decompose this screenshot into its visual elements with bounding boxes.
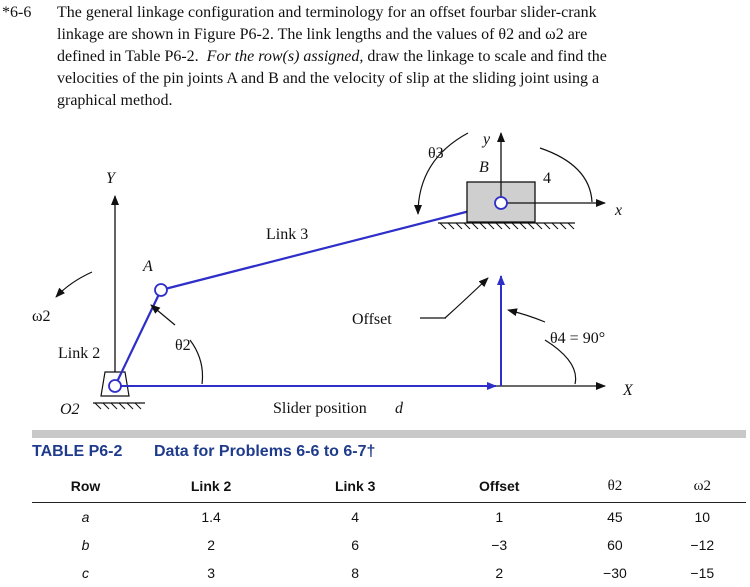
cell-theta2: 45 [607, 509, 623, 525]
offset-leader-left [445, 278, 488, 318]
slider-ground [438, 223, 575, 229]
label-link3: Link 3 [266, 226, 309, 243]
label-y: Y [106, 170, 115, 187]
label-offset: Offset [352, 311, 392, 328]
table-title [32, 441, 746, 465]
cell-row: a [81, 509, 90, 525]
table-header-row [32, 470, 746, 503]
table-top-bar [32, 430, 746, 438]
link-3 [161, 203, 501, 290]
cell-row: b [81, 537, 90, 553]
header-theta2: θ2 [571, 470, 658, 503]
label-theta3: θ3 [428, 145, 444, 162]
table-tag: TABLE P6-2 [32, 443, 123, 460]
cell-link2: 1.4 [201, 509, 221, 525]
label-d: d [395, 400, 403, 417]
header-row: Row [32, 470, 139, 503]
problem-line-3b: For the row(s) assigned, [206, 48, 364, 65]
label-x: X [623, 382, 633, 399]
cell-row: c [82, 565, 90, 581]
label-local-x: x [615, 202, 623, 219]
problem-line-1: The general linkage configuration and terminology for an offset fourbar slider-crank [57, 4, 597, 21]
problem-line-2: linkage are shown in Figure P6-2. The link lengths and the values of θ2 and ω2 are [57, 26, 588, 43]
pin-a [155, 284, 167, 296]
cell-offset: 2 [495, 565, 504, 581]
omega2-arrow [56, 272, 92, 297]
label-b: B [479, 159, 489, 176]
problem-line-4: velocities of the pin joints A and B and the velocity of slip at the sliding joint using a [57, 70, 600, 87]
label-theta2: θ2 [175, 337, 191, 354]
cell-link3: 4 [351, 509, 360, 525]
header-omega2: ω2 [659, 470, 746, 503]
label-local-y: y [483, 131, 491, 148]
cell-omega2: −12 [690, 537, 715, 553]
cell-theta2: −30 [603, 565, 627, 581]
cell-link3: 8 [351, 565, 360, 581]
problem-line-3c: draw the linkage to scale and find the [367, 48, 607, 65]
cell-link3: 6 [351, 537, 360, 553]
label-link-4: 4 [543, 170, 551, 187]
label-link2: Link 2 [58, 345, 101, 362]
label-omega2: ω2 [32, 308, 51, 325]
cell-link2: 3 [207, 565, 216, 581]
cell-omega2: −15 [690, 565, 715, 581]
header-offset: Offset [427, 470, 571, 503]
table-row [32, 559, 746, 587]
label-slider-position: Slider position [273, 400, 367, 417]
problem-line-3a: defined in Table P6-2. [57, 48, 199, 65]
offset-leader-right [508, 310, 545, 322]
pin-b [495, 197, 507, 209]
label-theta4: θ4 = 90° [550, 330, 606, 347]
pin-o2 [109, 380, 121, 392]
cell-theta2: 60 [607, 537, 623, 553]
label-o2: O2 [60, 401, 80, 418]
data-table [32, 470, 746, 587]
theta2-arc [190, 340, 203, 384]
label-a: A [143, 258, 153, 275]
header-link2: Link 2 [139, 470, 283, 503]
table-row [32, 531, 746, 559]
link-2 [115, 290, 161, 386]
header-link3: Link 3 [283, 470, 427, 503]
cell-offset: −3 [491, 537, 508, 553]
problem-number: *6-6 [2, 4, 32, 21]
problem-line-5: graphical method. [57, 92, 173, 109]
cell-link2: 2 [207, 537, 216, 553]
cell-offset: 1 [495, 509, 504, 525]
table-caption: Data for Problems 6-6 to 6-7† [154, 443, 376, 460]
table-row [32, 503, 746, 532]
link2-leader [151, 305, 175, 325]
cell-omega2: 10 [694, 509, 711, 525]
